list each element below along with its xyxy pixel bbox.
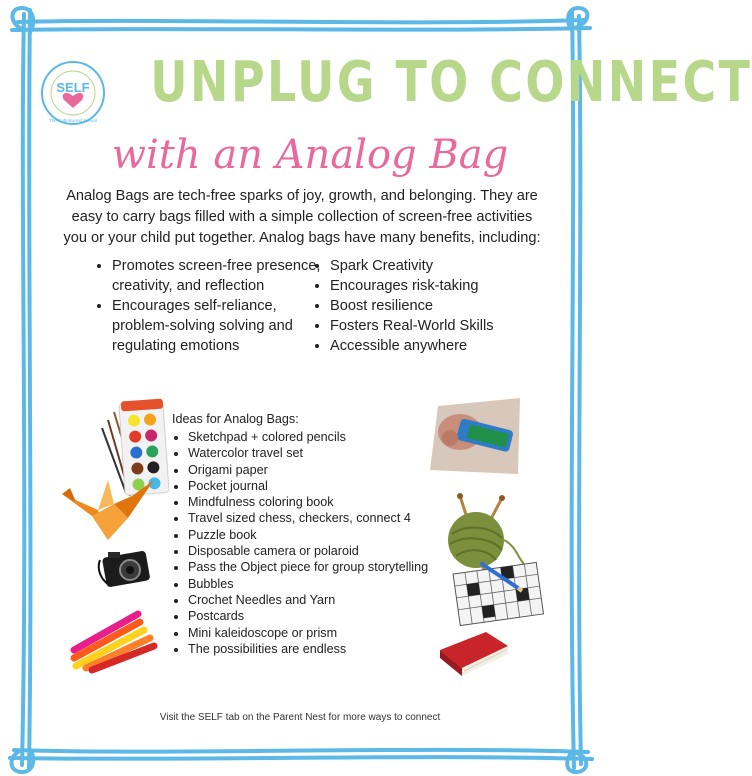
ideas-heading: Ideas for Analog Bags: xyxy=(172,412,299,426)
benefit-item: • Encourages self-reliance, problem-solving solving and regulating emotions xyxy=(112,296,332,356)
footer-note: Visit the SELF tab on the Parent Nest for more ways to connect xyxy=(159,712,441,723)
benefit-item: • Encourages risk-taking xyxy=(330,276,540,296)
kaleidoscope-image xyxy=(428,398,524,478)
origami-crane-image xyxy=(58,474,158,544)
idea-item: • Pass the Object piece for group storytelling xyxy=(188,559,458,575)
idea-item: • Crochet Needles and Yarn xyxy=(188,592,458,608)
idea-item: • Travel sized chess, checkers, connect 4 xyxy=(188,510,458,526)
idea-item: • Sketchpad + colored pencils xyxy=(188,429,458,445)
idea-item: • The possibilities are endless xyxy=(188,641,458,657)
benefit-item: • Fosters Real-World Skills xyxy=(330,316,540,336)
logo-name: SELF xyxy=(56,80,90,95)
page-subtitle: with an Analog Bag xyxy=(111,132,509,178)
idea-item: • Pocket journal xyxy=(188,478,458,494)
idea-item: • Postcards xyxy=(188,608,458,624)
idea-item: • Bubbles xyxy=(188,576,458,592)
camera-image xyxy=(96,546,156,590)
benefits-list-right xyxy=(312,256,540,356)
benefits-list-left xyxy=(94,256,332,356)
benefit-item: • Spark Creativity xyxy=(330,256,540,276)
ideas-list xyxy=(172,429,458,657)
page-title: UNPLUG TO CONNECT xyxy=(150,50,752,115)
markers-image xyxy=(68,600,158,672)
idea-item: • Origami paper xyxy=(188,462,458,478)
benefit-item: • Boost resilience xyxy=(330,296,540,316)
school-logo xyxy=(40,60,106,126)
red-book-image xyxy=(436,628,510,678)
idea-item: • Mini kaleidoscope or prism xyxy=(188,625,458,641)
benefit-item: • Accessible anywhere xyxy=(330,336,540,356)
benefit-item: • Promotes screen-free presence, creativity, and reflection xyxy=(112,256,332,296)
idea-item: • Disposable camera or polaroid xyxy=(188,543,458,559)
idea-item: • Puzzle book xyxy=(188,527,458,543)
logo-ring-text: The Cottonwood School xyxy=(48,118,98,123)
idea-item: • Mindfulness coloring book xyxy=(188,494,458,510)
crossword-puzzle-image xyxy=(452,560,544,624)
idea-item: • Watercolor travel set xyxy=(188,445,458,461)
intro-paragraph: Analog Bags are tech-free sparks of joy, growth, and belonging. They are easy to carry bags filled with a simple collection of screen-free activities you or your child put together. Analog bags have many benefits, including: xyxy=(63,188,541,246)
